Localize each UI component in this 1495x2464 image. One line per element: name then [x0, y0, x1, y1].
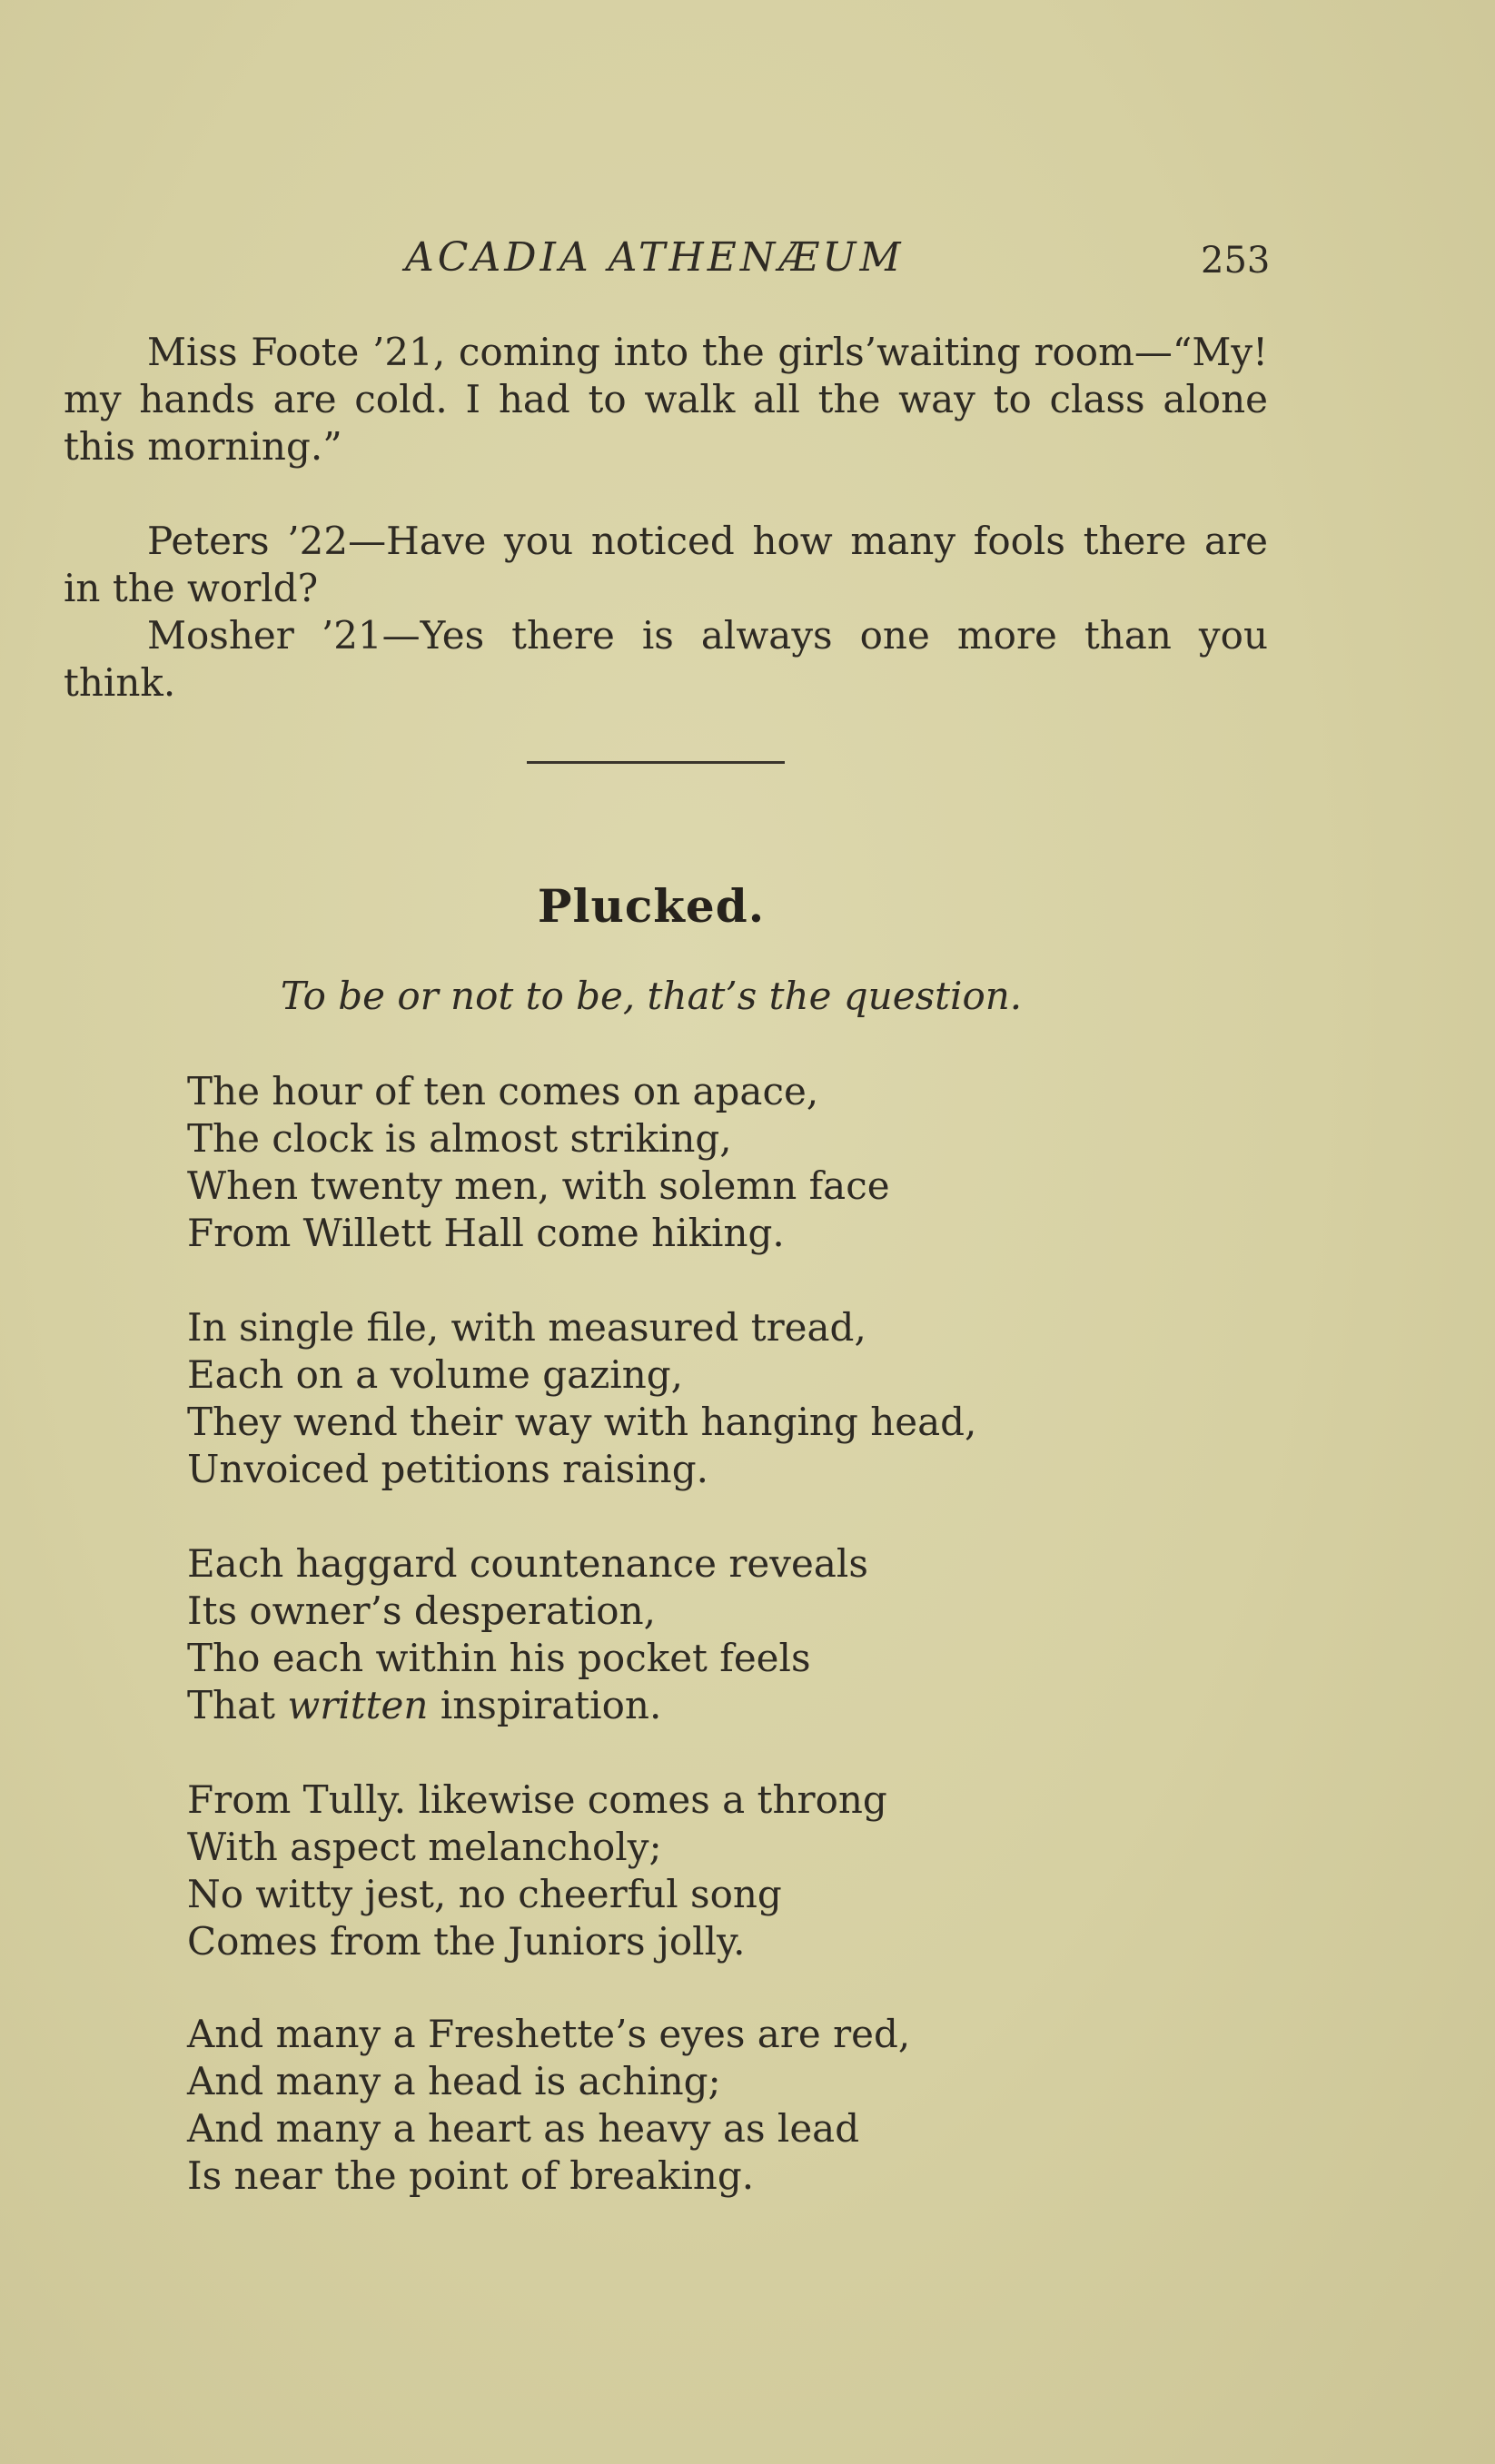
- poem-line: Each on a volume gazing,: [187, 1352, 683, 1397]
- poem-line: In single file, with measured tread,: [187, 1305, 866, 1350]
- poem-line: No witty jest, no cheerful song: [187, 1872, 782, 1916]
- poem-line: And many a head is aching;: [187, 2059, 721, 2103]
- poem-line: From Tully. likewise comes a throng: [187, 1777, 887, 1822]
- stanza-5: [187, 2011, 1095, 2200]
- poem-line: Each haggard countenance reveals: [187, 1541, 868, 1586]
- poem-line: The clock is almost striking,: [187, 1116, 732, 1161]
- poem-line: With aspect melancholy;: [187, 1825, 662, 1869]
- joke-foote: [64, 329, 1268, 470]
- poem-line: The hour of ten comes on apace,: [187, 1069, 819, 1113]
- poem-line: [187, 1682, 1095, 1729]
- poem-line: Its owner’s desperation,: [187, 1588, 656, 1633]
- joke-mosher: [64, 612, 1268, 707]
- stanza-2: [187, 1304, 1095, 1493]
- poem-line: Is near the point of breaking.: [187, 2153, 755, 2198]
- poem-line: When twenty men, with solemn face: [187, 1163, 890, 1208]
- poem-line: Comes from the Juniors jolly.: [187, 1919, 746, 1964]
- running-header: [0, 234, 1495, 289]
- joke-text: Peters ’22—Have you noticed how many fools there are in the world?: [64, 519, 1268, 610]
- journal-title: ACADIA ATHENÆUM: [405, 234, 905, 281]
- line-suffix: inspiration.: [428, 1683, 662, 1727]
- poem-title: Plucked.: [537, 879, 766, 933]
- poem-line: And many a Freshette’s eyes are red,: [187, 2012, 911, 2056]
- poem-line: From Willett Hall come hiking.: [187, 1211, 785, 1255]
- poem-line: And many a heart as heavy as lead: [187, 2106, 860, 2151]
- poem-line: They wend their way with hanging head,: [187, 1400, 977, 1444]
- line-prefix: That: [187, 1683, 288, 1727]
- emphasized-word: written: [287, 1683, 429, 1727]
- stanza-4: [187, 1776, 1095, 1965]
- stanza-3: [187, 1540, 1095, 1729]
- poem-epigraph: To be or not to be, that’s the question.: [280, 974, 1023, 1018]
- joke-text: Miss Foote ’21, coming into the girls’waiting room—“My! my hands are cold. I had to walk all the way to class alone this morning.”: [64, 330, 1268, 469]
- poem-line: Unvoiced petitions raising.: [187, 1447, 708, 1491]
- joke-text: Mosher ’21—Yes there is always one more than you think.: [64, 613, 1268, 705]
- joke-peters: [64, 518, 1268, 612]
- poem-line: Tho each within his pocket feels: [187, 1636, 811, 1680]
- section-divider: [527, 761, 785, 764]
- page-number: 253: [1201, 240, 1271, 282]
- stanza-1: [187, 1068, 1095, 1257]
